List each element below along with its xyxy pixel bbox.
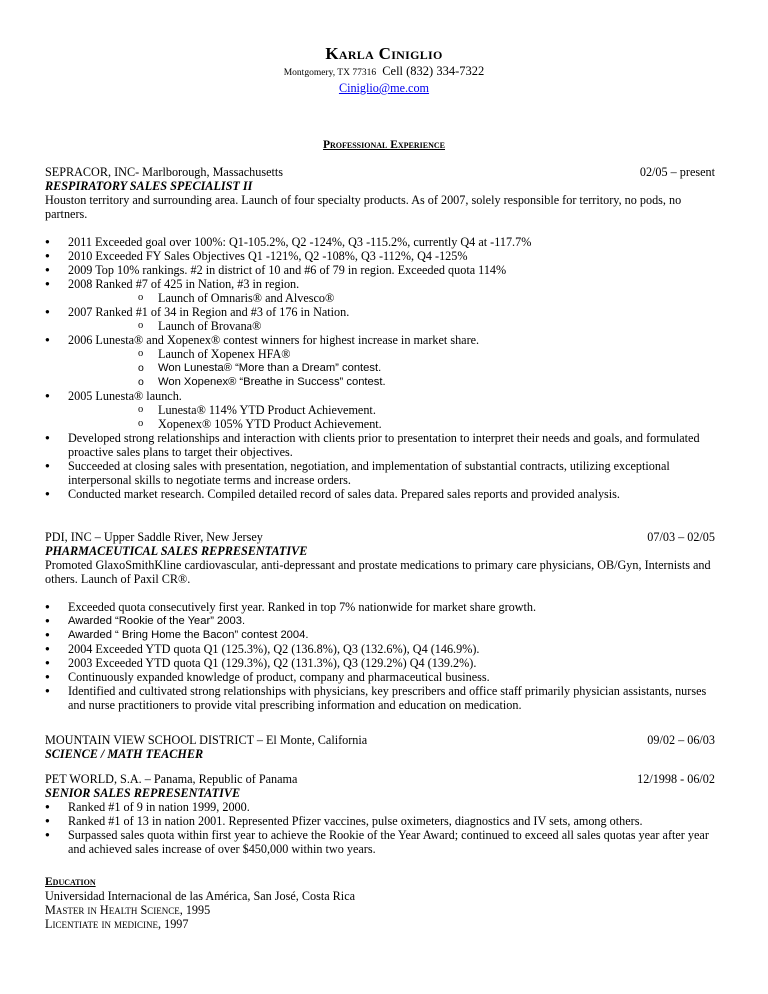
section-title-education: Education — [45, 876, 96, 888]
list-item: ● 2007 Ranked #1 of 34 in Region and #3 of 176 in Nation. o Launch of Brovana® — [45, 305, 715, 333]
sub-list-item: o Launch of Omnaris® and Alvesco® — [68, 291, 715, 305]
contact-line — [0, 64, 768, 81]
job-pet-world — [45, 772, 715, 856]
list-item: ● 2003 Exceeded YTD quota Q1 (129.3%), Q2 (131.3%), Q3 (129.2%) Q4 (139.2%). — [45, 656, 715, 670]
candidate-name: Karla Ciniglio — [325, 44, 443, 63]
list-item: ● Developed strong relationships and interaction with clients prior to presentation to interpret their needs and goals, and formulated proactive sales plans to target their objectives. — [45, 431, 715, 459]
job-mountain-view — [45, 733, 715, 761]
job-sepracor — [45, 165, 715, 501]
job-pdi — [45, 530, 715, 712]
job-dates: 07/03 – 02/05 — [647, 530, 715, 544]
company: MOUNTAIN VIEW SCHOOL DISTRICT – El Monte, California — [45, 733, 368, 747]
phone: Cell (832) 334-7322 — [382, 64, 485, 78]
job-title: SCIENCE / MATH TEACHER — [45, 747, 204, 761]
sub-list-item: o Won Lunesta® “More than a Dream” contest. — [68, 361, 715, 375]
job-dates: 02/05 – present — [639, 165, 715, 179]
sub-list-item: o Launch of Xopenex HFA® — [68, 347, 715, 361]
job-title: PHARMACEUTICAL SALES REPRESENTATIVE — [45, 544, 308, 558]
degree: Master in Health Science, 1995 — [45, 903, 211, 917]
sub-list-item: o Won Xopenex® “Breathe in Success” contest. — [68, 375, 715, 389]
job-dates: 12/1998 - 06/02 — [637, 772, 715, 786]
list-item: ● 2005 Lunesta® launch. o Lunesta® 114% YTD Product Achievement. o Xopenex® 105% YTD Product Achievement. — [45, 389, 715, 431]
list-item: ● Exceeded quota consecutively first year. Ranked in top 7% nationwide for market share growth. — [45, 600, 715, 614]
degree: Licentiate in medicine, 1997 — [45, 917, 189, 931]
job-dates: 09/02 – 06/03 — [647, 733, 715, 747]
list-item: ● Conducted market research. Compiled detailed record of sales data. Prepared sales reports and provided analysis. — [45, 487, 715, 501]
job-title: RESPIRATORY SALES SPECIALIST II — [45, 179, 253, 193]
list-item: ● Ranked #1 of 9 in nation 1999, 2000. — [45, 800, 715, 814]
list-item: ● Continuously expanded knowledge of product, company and pharmaceutical business. — [45, 670, 715, 684]
job-title: SENIOR SALES REPRESENTATIVE — [45, 786, 241, 800]
resume-header — [0, 44, 768, 95]
list-item: ● 2004 Exceeded YTD quota Q1 (125.3%), Q2 (136.8%), Q3 (132.6%), Q4 (146.9%). — [45, 642, 715, 656]
section-title-experience: Professional Experience — [322, 139, 446, 151]
location: Montgomery, TX 77316 — [283, 68, 377, 78]
list-item: ● 2006 Lunesta® and Xopenex® contest winners for highest increase in market share. o Launch of Xopenex HFA® o Won Lunesta® “More than a Dream” contest. o Won Xopenex® “Breathe in Success” contest. — [45, 333, 715, 389]
list-item: ● 2010 Exceeded FY Sales Objectives Q1 -121%, Q2 -108%, Q3 -112%, Q4 -125% — [45, 249, 715, 263]
list-item: ● 2008 Ranked #7 of 425 in Nation, #3 in region. o Launch of Omnaris® and Alvesco® — [45, 277, 715, 305]
school: Universidad Internacional de las América, San José, Costa Rica — [45, 889, 356, 903]
job-description: Houston territory and surrounding area. Launch of four specialty products. As of 2007, solely responsible for territory, no pods, no partners. — [45, 193, 682, 221]
job-description: Promoted GlaxoSmithKline cardiovascular, anti-depressant and prostate medications to primary care physicians, OB/Gyn, Internists and others. Launch of Paxil CR®. — [45, 558, 711, 586]
education-section — [45, 875, 715, 931]
sub-list-item: o Launch of Brovana® — [68, 319, 715, 333]
list-item: ● Awarded “ Bring Home the Bacon” contest 2004. — [45, 628, 715, 642]
list-item: ● Ranked #1 of 13 in nation 2001. Represented Pfizer vaccines, pulse oximeters, diagnostics and IV sets, among others. — [45, 814, 715, 828]
email-link[interactable]: Ciniglio@me.com — [338, 81, 430, 95]
list-item: ● Succeeded at closing sales with presentation, negotiation, and implementation of substantial contracts, utilizing exceptional interpersonal skills to negotiate terms and increase orders. — [45, 459, 715, 487]
list-item: ● 2009 Top 10% rankings. #2 in district of 10 and #6 of 79 in region. Exceeded quota 114% — [45, 263, 715, 277]
company: PET WORLD, S.A. – Panama, Republic of Panama — [45, 772, 298, 786]
achievement-list — [45, 600, 715, 712]
sub-list-item: o Xopenex® 105% YTD Product Achievement. — [68, 417, 715, 431]
sub-list-item: o Lunesta® 114% YTD Product Achievement. — [68, 403, 715, 417]
list-item: ● Surpassed sales quota within first year to achieve the Rookie of the Year Award; continued to exceed all sales quotas year after year and achieved sales increase of over $450,000 within two years. — [45, 828, 715, 856]
company: SEPRACOR, INC- Marlborough, Massachusetts — [45, 165, 283, 179]
achievement-list — [45, 235, 715, 501]
list-item: ● 2011 Exceeded goal over 100%: Q1-105.2%, Q2 -124%, Q3 -115.2%, currently Q4 at -117.7% — [45, 235, 715, 249]
list-item: ● Identified and cultivated strong relationships with physicians, key prescribers and office staff primarily physician assistants, nurses and nurse practitioners to provide vital prescribing information and education on medication. — [45, 684, 715, 712]
list-item: ● Awarded “Rookie of the Year” 2003. — [45, 614, 715, 628]
achievement-list — [45, 800, 715, 856]
company: PDI, INC – Upper Saddle River, New Jersey — [45, 530, 263, 544]
